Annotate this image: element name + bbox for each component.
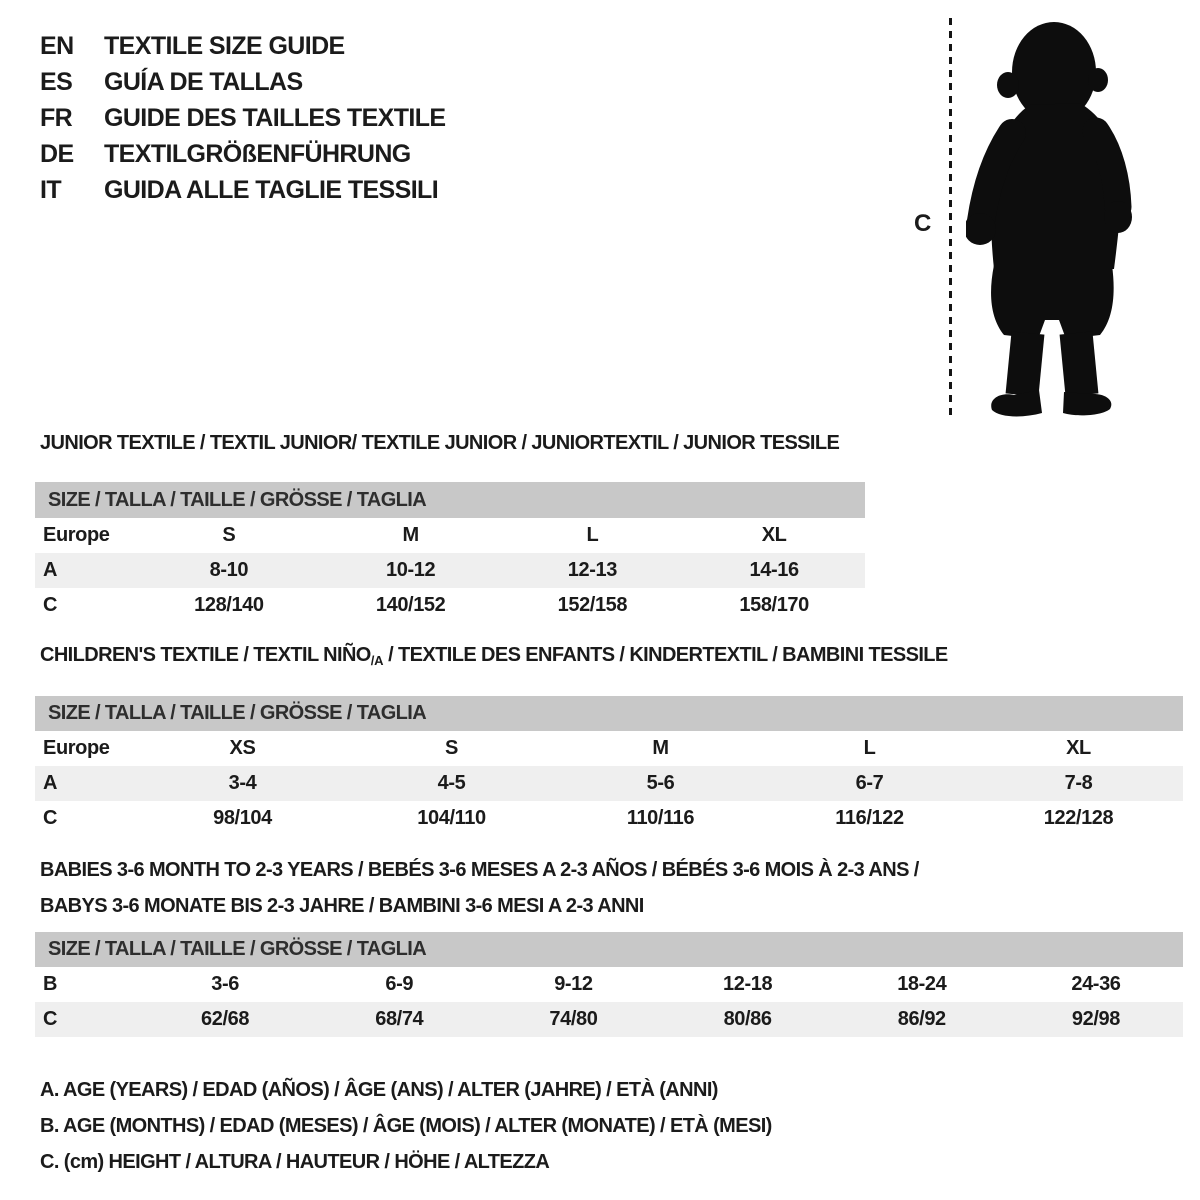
size-cell: 80/86	[723, 1008, 772, 1030]
language-code: IT	[40, 175, 62, 204]
row-label: C	[43, 1008, 58, 1030]
row-label: Europe	[43, 737, 110, 759]
babies-section-title-line1: BABIES 3-6 MONTH TO 2-3 YEARS / BEBÉS 3-6 MESES A 2-3 AÑOS / BÉBÉS 3-6 MOIS À 2-3 ANS /	[40, 859, 919, 881]
babies-section-title-line2: BABYS 3-6 MONATE BIS 2-3 JAHRE / BAMBINI 3-6 MESI A 2-3 ANNI	[40, 895, 644, 917]
children-textile-section	[35, 644, 1183, 836]
size-cell: 12-18	[723, 973, 773, 995]
language-guide-title: TEXTILGRÖßENFÜHRUNG	[104, 139, 411, 168]
table-row	[35, 766, 1183, 801]
table-row	[35, 1002, 1183, 1037]
size-cell: 9-12	[554, 973, 593, 995]
size-cell: 92/98	[1071, 1008, 1120, 1030]
measure-legend	[40, 1072, 772, 1180]
language-code: DE	[40, 139, 74, 168]
children-title-rest: / TEXTILE DES ENFANTS / KINDERTEXTIL / BAMBINI TESSILE	[383, 644, 948, 666]
row-label: B	[43, 973, 58, 995]
children-title-subscript: /A	[370, 653, 384, 668]
language-guide-title: GUÍA DE TALLAS	[104, 67, 303, 96]
language-guide-title: GUIDA ALLE TAGLIE TESSILI	[104, 175, 439, 204]
size-cell: M	[402, 524, 419, 546]
size-cell: M	[652, 737, 669, 759]
row-label: C	[43, 807, 58, 829]
row-label: C	[43, 594, 58, 616]
size-cell: S	[445, 737, 458, 759]
language-row	[40, 100, 446, 136]
size-cell: 7-8	[1064, 772, 1093, 794]
height-measure-dashed-line	[949, 18, 952, 416]
size-cell: 3-4	[228, 772, 257, 794]
size-cell: 74/80	[549, 1008, 598, 1030]
size-cell: 62/68	[201, 1008, 250, 1030]
table-row	[35, 801, 1183, 836]
children-title-main: CHILDREN'S TEXTILE / TEXTIL NIÑO	[40, 644, 371, 666]
size-cell: XL	[761, 524, 787, 546]
language-row	[40, 28, 446, 64]
table-row	[35, 967, 1183, 1002]
table-row	[35, 588, 865, 623]
table-row	[35, 518, 865, 553]
language-code: FR	[40, 103, 73, 132]
size-cell: 104/110	[417, 807, 486, 829]
size-cell: 116/122	[835, 807, 904, 829]
legend-row: C. (cm) HEIGHT / ALTURA / HAUTEUR / HÖHE / ALTEZZA	[40, 1150, 550, 1173]
size-cell: 8-10	[209, 559, 249, 581]
babies-size-table	[35, 967, 1183, 1037]
size-cell: 98/104	[213, 807, 272, 829]
children-size-table	[35, 731, 1183, 836]
size-cell: 6-9	[385, 973, 414, 995]
size-cell: 152/158	[557, 594, 628, 616]
junior-size-header: SIZE / TALLA / TAILLE / GRÖSSE / TAGLIA	[35, 482, 865, 518]
table-row	[35, 553, 865, 588]
size-cell: 158/170	[739, 594, 809, 616]
junior-size-table	[35, 518, 865, 623]
size-cell: 14-16	[749, 559, 799, 581]
language-guide-title: GUIDE DES TAILLES TEXTILE	[104, 103, 446, 132]
babies-size-header: SIZE / TALLA / TAILLE / GRÖSSE / TAGLIA	[35, 932, 1183, 967]
row-label: A	[43, 559, 58, 581]
table-row	[35, 731, 1183, 766]
size-cell: XL	[1066, 737, 1091, 759]
size-cell: 12-13	[567, 559, 617, 581]
junior-textile-section	[35, 432, 865, 623]
size-cell: 86/92	[897, 1008, 946, 1030]
junior-section-title: JUNIOR TEXTILE / TEXTIL JUNIOR/ TEXTILE JUNIOR / JUNIORTEXTIL / JUNIOR TESSILE	[40, 432, 840, 454]
language-row	[40, 136, 446, 172]
language-row	[40, 172, 446, 208]
toddler-silhouette-icon	[966, 17, 1138, 417]
size-cell: XS	[229, 737, 256, 759]
size-cell: 18-24	[897, 973, 947, 995]
babies-textile-section	[35, 852, 1183, 1037]
size-cell: 68/74	[375, 1008, 424, 1030]
children-size-header: SIZE / TALLA / TAILLE / GRÖSSE / TAGLIA	[35, 696, 1183, 731]
row-label: Europe	[43, 524, 110, 546]
legend-row: A. AGE (YEARS) / EDAD (AÑOS) / ÂGE (ANS) / ALTER (JAHRE) / ETÀ (ANNI)	[40, 1078, 718, 1101]
size-cell: S	[222, 524, 236, 546]
height-measure-label: C	[914, 210, 932, 237]
size-cell: 110/116	[626, 807, 695, 829]
language-code: EN	[40, 31, 74, 60]
row-label: A	[43, 772, 58, 794]
size-cell: 5-6	[646, 772, 675, 794]
children-section-title	[35, 644, 1183, 672]
figure-area	[900, 10, 1180, 430]
size-cell: 10-12	[386, 559, 436, 581]
size-cell: L	[863, 737, 876, 759]
size-cell: 122/128	[1043, 807, 1114, 829]
size-cell: 4-5	[437, 772, 466, 794]
size-cell: 3-6	[211, 973, 239, 995]
size-cell: 140/152	[375, 594, 446, 616]
language-code: ES	[40, 67, 73, 96]
size-cell: 6-7	[855, 772, 884, 794]
language-guide-title: TEXTILE SIZE GUIDE	[104, 31, 345, 60]
size-cell: 128/140	[194, 594, 264, 616]
language-row	[40, 64, 446, 100]
language-list	[40, 28, 446, 208]
size-cell: 24-36	[1071, 973, 1121, 995]
legend-row: B. AGE (MONTHS) / EDAD (MESES) / ÂGE (MOIS) / ALTER (MONATE) / ETÀ (MESI)	[40, 1114, 772, 1137]
size-cell: L	[586, 524, 599, 546]
